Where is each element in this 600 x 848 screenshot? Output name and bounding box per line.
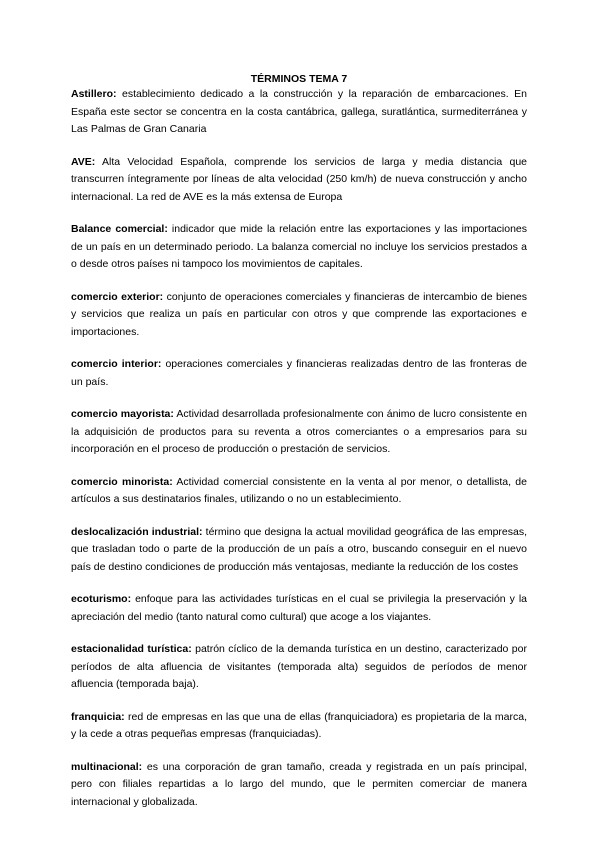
term-name: deslocalización industrial: (71, 525, 203, 538)
term-definition: término que designa la actual movilidad geográfica de las empresas, que trasladan todo o parte de la producción de un país a otro, buscando conseguir en el nuevo país de destino condiciones de producción más ventajosas, mediante la reducción de los costes (71, 525, 527, 573)
term-entry-multinacional (71, 759, 527, 812)
term-name: comercio exterior: (71, 290, 164, 303)
term-entry-balance-comercial (71, 221, 527, 274)
term-entry-ave (71, 154, 527, 207)
term-definition: red de empresas en las que una de ellas (franquiciadora) es propietaria de la marca, y la cede a otras pequeñas empresas (franquiciadas). (71, 710, 527, 740)
term-entry-comercio-minorista (71, 474, 527, 509)
term-definition: es una corporación de gran tamaño, creada y registrada en un país principal, pero con filiales repartidas a lo largo del mundo, que le permiten comerciar de manera internacional y globalizada. (71, 760, 527, 808)
term-definition: indicador que mide la relación entre las exportaciones y las importaciones de un país en un determinado periodo. La balanza comercial no incluye los servicios prestados a o desde otros países ni tampoco los movimientos de capitales. (71, 223, 528, 270)
term-definition: Actividad comercial consistente en la venta al por menor, o detallista, de artículos a sus destinatarios finales, utilizando o no un establecimiento. (71, 475, 527, 505)
term-entry-ecoturismo (71, 591, 527, 626)
term-entry-comercio-exterior (71, 289, 527, 342)
term-name: ecoturismo: (71, 593, 132, 605)
term-name: multinacional: (71, 760, 143, 773)
term-definition: conjunto de operaciones comerciales y financieras de intercambio de bienes y servicios que realiza un país en particular con otros y que comprende las exportaciones e importaciones. (71, 290, 528, 338)
term-definition: Actividad desarrollada profesionalmente con ánimo de lucro consistente en la adquisición de productos para su reventa a otros comerciantes o a empresarios para su incorporación en el proceso de producción o prestación de servicios. (71, 408, 527, 455)
term-name: AVE: (71, 155, 96, 168)
document-title: TÉRMINOS TEMA 7 (250, 73, 348, 85)
term-entry-estacionalidad-turistica (71, 641, 527, 694)
term-entry-deslocalizacion-industrial (71, 524, 527, 577)
term-definition: establecimiento dedicado a la construcción y la reparación de embarcaciones. En España este sector se concentra en la costa cantábrica, gallega, suratlántica, surmediterránea y Las Palmas de Gran Canaria (71, 88, 527, 135)
term-entry-comercio-mayorista (71, 406, 527, 459)
term-entry-franquicia (71, 709, 527, 744)
term-name: comercio minorista: (71, 475, 173, 488)
term-name: estacionalidad turística: (71, 643, 192, 655)
term-definition: patrón cíclico de la demanda turística en un destino, caracterizado por períodos de alta afluencia de visitantes (temporada alta) seguidos de períodos de menor afluencia (temporada baja). (71, 643, 527, 690)
term-entry-astillero (71, 86, 527, 139)
document-page (71, 72, 527, 826)
term-definition: operaciones comerciales y financieras realizadas dentro de las fronteras de un país. (71, 358, 527, 388)
term-name: Astillero: (71, 88, 117, 100)
term-name: comercio interior: (71, 358, 162, 370)
term-name: franquicia: (71, 710, 125, 723)
term-definition: enfoque para las actividades turísticas en el cual se privilegia la preservación y la apreciación del medio (tanto natural como cultural) que acoge a los viajantes. (71, 593, 527, 623)
term-definition: Alta Velocidad Española, comprende los servicios de larga y media distancia que transcurren íntegramente por líneas de alta velocidad (250 km/h) de nueva construcción y ancho internacional. La red de AVE es la más extensa de Europa (71, 155, 527, 203)
term-name: comercio mayorista: (71, 408, 174, 420)
term-entry-comercio-interior (71, 356, 527, 391)
term-name: Balance comercial: (71, 223, 168, 235)
